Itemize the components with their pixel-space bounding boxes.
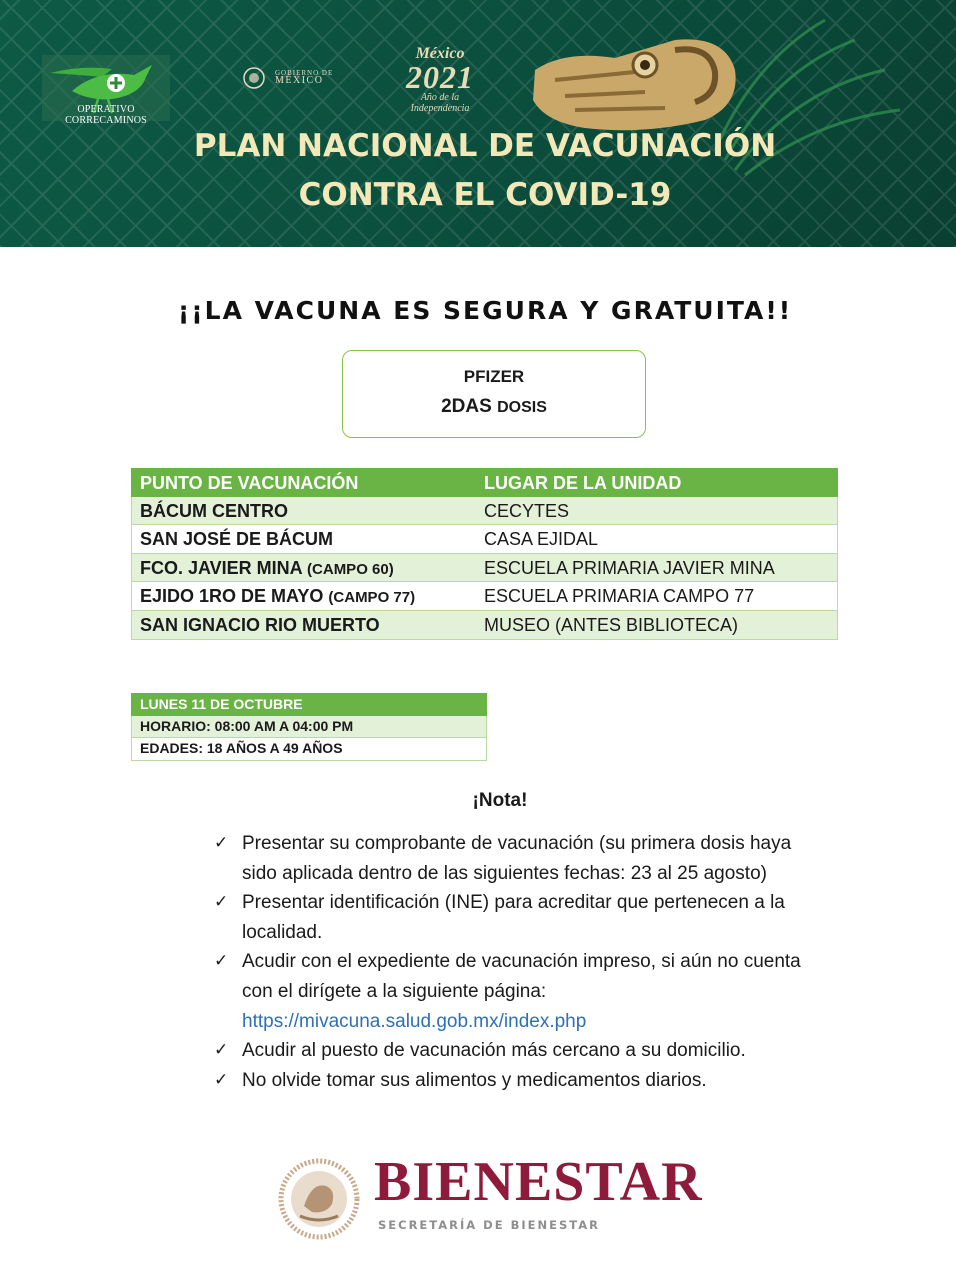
note-text-with-link xyxy=(242,947,814,1036)
schedule-date: LUNES 11 DE OCTUBRE xyxy=(131,693,487,716)
table-cell-point xyxy=(132,554,476,582)
table-cell-place: CECYTES xyxy=(484,500,570,521)
table-cell-place: ESCUELA PRIMARIA JAVIER MINA xyxy=(484,557,775,578)
mexico-2021-logo xyxy=(380,46,500,114)
schedule-ages: EDADES: 18 AÑOS A 49 AÑOS xyxy=(131,738,487,761)
table-row xyxy=(131,582,838,611)
note-text: No olvide tomar sus alimentos y medicamentos diarios. xyxy=(242,1069,707,1091)
table-cell-point xyxy=(132,611,476,639)
checkmark-icon: ✓ xyxy=(214,1040,229,1061)
list-item xyxy=(214,1036,814,1066)
correcaminos-label: OPERATIVO CORRECAMINOS xyxy=(65,104,147,126)
table-cell-place: MUSEO (ANTES BIBLIOTECA) xyxy=(484,614,739,635)
vaccine-dose-number: 2DAS xyxy=(441,396,492,417)
table-row xyxy=(131,497,838,526)
list-item xyxy=(214,888,814,947)
notes-list xyxy=(214,829,814,1095)
slogan-heading: ¡¡LA VACUNA ES SEGURA Y GRATUITA!! xyxy=(177,296,793,325)
table-row xyxy=(131,525,838,554)
column-header-place: LUGAR DE LA UNIDAD xyxy=(484,473,682,493)
table-cell-point xyxy=(132,497,476,525)
mexico-2021-sub2: Independencia xyxy=(410,103,470,114)
point-name: SAN IGNACIO RIO MUERTO xyxy=(140,614,380,635)
table-cell-place: CASA EJIDAL xyxy=(484,529,599,550)
checkmark-icon: ✓ xyxy=(214,833,229,853)
note-text: Presentar su comprobante de vacunación (su primera dosis haya sido aplicada dentro de las siguientes fechas: 23 al 25 agosto) xyxy=(242,833,792,884)
note-text: Acudir con el expediente de vacunación impreso, si aún no cuenta con el dirígete a la siguiente página: xyxy=(242,951,801,1002)
gobierno-line2: MÉXICO xyxy=(275,75,324,86)
schedule-table xyxy=(131,693,487,761)
gobierno-mexico-wordmark xyxy=(275,69,333,85)
locations-table xyxy=(131,468,838,640)
point-name: EJIDO 1RO DE MAYO xyxy=(140,586,324,607)
note-text: Presentar identificación (INE) para acreditar que pertenecen a la localidad. xyxy=(242,892,785,943)
column-header-point: PUNTO DE VACUNACIÓN xyxy=(140,473,359,493)
mivacuna-link[interactable]: https://mivacuna.salud.gob.mx/index.php xyxy=(242,1010,587,1032)
bienestar-subtitle: SECRETARÍA DE BIENESTAR xyxy=(378,1218,600,1232)
table-row xyxy=(131,554,838,583)
notes-title: ¡Nota! xyxy=(472,790,528,811)
mexico-coat-of-arms-icon xyxy=(278,1158,360,1240)
gobierno-line1: GOBIERNO DE xyxy=(275,69,334,77)
point-name: SAN JOSÉ DE BÁCUM xyxy=(140,529,334,550)
table-header-row xyxy=(131,468,838,497)
list-item xyxy=(214,947,814,1036)
list-item xyxy=(214,1066,814,1096)
point-name: BÁCUM CENTRO xyxy=(140,500,288,521)
vaccine-brand: PFIZER xyxy=(463,367,525,386)
table-row xyxy=(131,611,838,640)
table-cell-place: ESCUELA PRIMARIA CAMPO 77 xyxy=(484,586,755,607)
note-text: Acudir al puesto de vacunación más cercano a su domicilio. xyxy=(242,1040,746,1062)
checkmark-icon: ✓ xyxy=(214,1069,229,1090)
mexico-2021-year: 2021 xyxy=(406,59,474,95)
list-item xyxy=(214,829,814,888)
vaccine-info-box xyxy=(342,350,646,438)
point-name: FCO. JAVIER MINA xyxy=(140,557,303,578)
title-line2: CONTRA EL COVID-19 xyxy=(298,177,672,213)
point-note: (CAMPO 60) xyxy=(307,560,394,578)
checkmark-icon: ✓ xyxy=(214,892,229,913)
schedule-hours: HORARIO: 08:00 AM A 04:00 PM xyxy=(131,716,487,739)
table-cell-point xyxy=(132,525,476,553)
vaccine-dose xyxy=(343,396,645,418)
header-banner xyxy=(0,0,956,247)
mexico-2021-sub1: Año de la xyxy=(420,92,460,103)
vaccine-dose-suffix: DOSIS xyxy=(497,399,547,416)
checkmark-icon: ✓ xyxy=(214,951,229,972)
mexico-2021-country: México xyxy=(415,45,465,62)
table-cell-point xyxy=(132,582,476,610)
title-line1: PLAN NACIONAL DE VACUNACIÓN xyxy=(193,128,777,164)
point-note: (CAMPO 77) xyxy=(328,589,416,607)
bienestar-wordmark: BIENESTAR xyxy=(374,1151,703,1213)
